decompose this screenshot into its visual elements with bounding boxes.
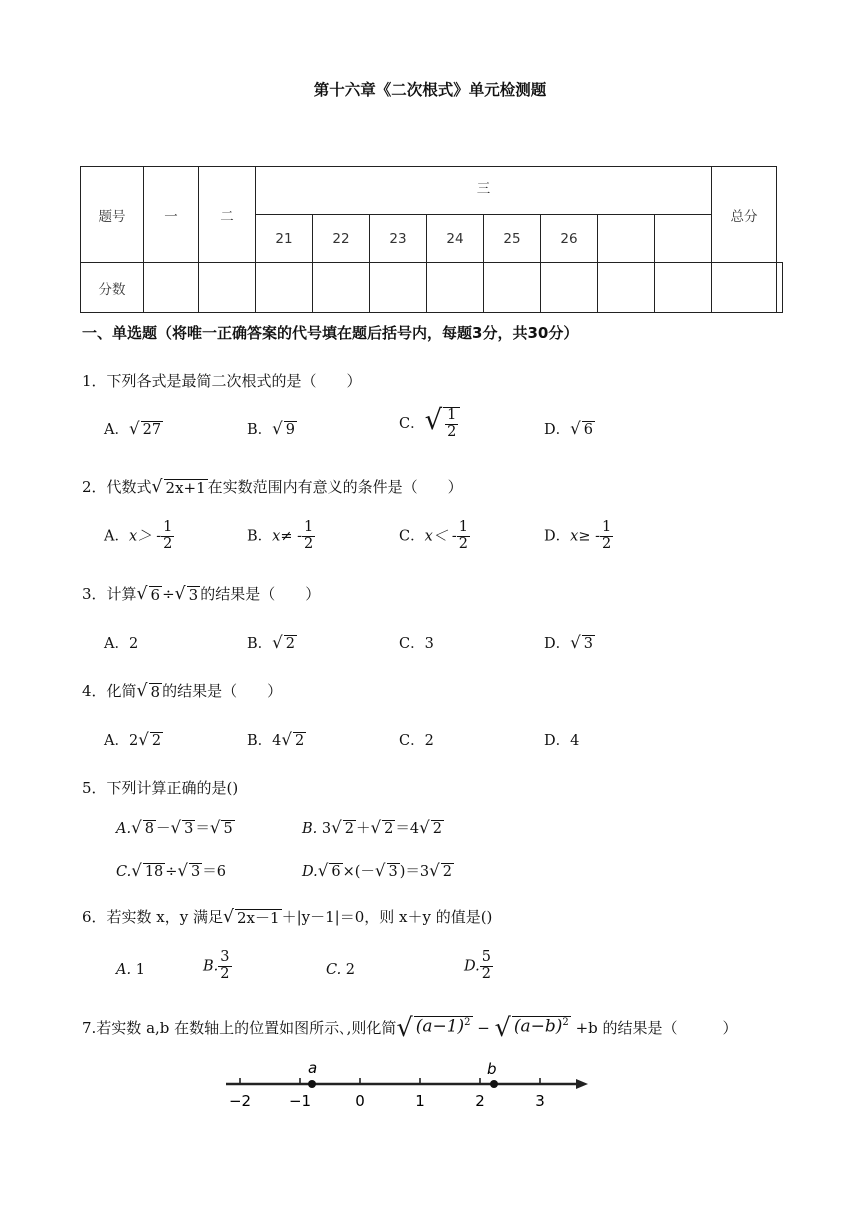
tick-label: 3 xyxy=(535,1092,545,1110)
score-cell[interactable] xyxy=(370,263,427,313)
q3-option-d[interactable]: D． √ 3 xyxy=(544,633,593,653)
q1-option-c[interactable] xyxy=(399,404,460,441)
option-letter: A． xyxy=(104,422,129,438)
col-part-3: 三 xyxy=(256,167,712,215)
radical: √ 27 xyxy=(128,419,162,439)
section-heading: 一、单选题（将唯一正确答案的代号填在题后括号内，每题3分，共30分） xyxy=(82,324,579,342)
tick-label: 0 xyxy=(355,1092,365,1110)
score-cell[interactable] xyxy=(541,263,598,313)
question-4-stem: 4．化简 √ 8 的结果是（ ） xyxy=(82,680,283,701)
q6-option-d[interactable]: D. $\frac{5}{2}$ xyxy=(464,949,491,982)
q6-option-a[interactable]: A. 1 xyxy=(116,962,145,978)
q2-option-d[interactable]: D．x≥ - $\frac{1}{2}$ xyxy=(544,519,612,552)
question-2-stem: 2．代数式 √ 2x+1 在实数范围内有意义的条件是（ ） xyxy=(82,476,463,497)
point-b-dot xyxy=(490,1080,498,1088)
page-title: 第十六章《二次根式》单元检测题 xyxy=(313,81,547,99)
q4-option-c[interactable]: C．2 xyxy=(399,733,434,749)
number-line xyxy=(222,1058,592,1114)
sub-col xyxy=(655,215,712,263)
score-table xyxy=(80,166,783,313)
tick-label: −2 xyxy=(228,1092,252,1110)
sub-col: 24 xyxy=(427,215,484,263)
fraction: $\frac{1}{2}$ xyxy=(163,519,173,552)
question-1-stem: 1．下列各式是最简二次根式的是（ ） xyxy=(82,372,362,390)
fraction: $\frac{1}{2}$ xyxy=(458,519,469,552)
q3-option-b[interactable]: B． √ 2 xyxy=(247,633,296,653)
sub-col: 22 xyxy=(313,215,370,263)
q1-option-d[interactable] xyxy=(544,418,595,439)
q1-option-b[interactable] xyxy=(247,418,297,439)
radical: √ 6 xyxy=(570,419,593,439)
sub-col: 26 xyxy=(541,215,598,263)
radical: √ $\frac{1}{2}$ xyxy=(425,407,461,441)
sub-col: 23 xyxy=(370,215,427,263)
score-cell[interactable] xyxy=(712,263,777,313)
point-a-dot xyxy=(308,1080,316,1088)
radicand: 6 xyxy=(583,422,593,439)
score-cell[interactable] xyxy=(777,263,783,313)
tick-label: 2 xyxy=(475,1092,485,1110)
score-cell[interactable] xyxy=(598,263,655,313)
q5-option-b[interactable]: B. 3 √ 2 ＋ √ 2 ＝4 √ 2 xyxy=(302,818,442,838)
row-label-score: 分数 xyxy=(81,263,144,313)
q2-option-a[interactable]: A．x＞ - $\frac{1}{2}$ xyxy=(104,519,173,552)
fraction: $\frac{1}{2}$ xyxy=(601,519,612,552)
radical: √ 2x+1 xyxy=(151,476,206,497)
q2-option-c[interactable]: C．x＜ - $\frac{1}{2}$ xyxy=(399,519,469,552)
q3-option-c[interactable]: C．3 xyxy=(399,636,434,652)
radicand: 27 xyxy=(142,422,162,439)
sub-col xyxy=(598,215,655,263)
axis-arrow xyxy=(576,1079,588,1089)
sub-col: 21 xyxy=(256,215,313,263)
q4-option-d[interactable]: D．4 xyxy=(544,733,580,749)
option-letter: D． xyxy=(544,422,571,438)
q4-option-a[interactable]: A．2 √ 2 xyxy=(104,730,162,750)
radical: √ 9 xyxy=(272,419,296,439)
question-6-stem: 6．若实数 x，y 满足 √ 2x－1 ＋|y－1|＝0，则 x＋y 的值是() xyxy=(82,906,493,927)
q6-option-b[interactable]: B. $\frac{3}{2}$ xyxy=(203,949,230,982)
fraction: $\frac{1}{2}$ xyxy=(304,519,314,552)
q5-option-c[interactable]: C. √ 18 ÷ √ 3 ＝6 xyxy=(116,861,227,881)
q5-option-a[interactable]: A. √ 8 － √ 3 ＝ √ 5 xyxy=(116,818,233,838)
score-cell[interactable] xyxy=(199,263,256,313)
score-cell[interactable] xyxy=(655,263,712,313)
row-label-question-number: 题号 xyxy=(81,167,144,263)
tick-label: −1 xyxy=(288,1092,312,1110)
col-total: 总分 xyxy=(712,167,777,263)
sub-col: 25 xyxy=(484,215,541,263)
col-part-2: 二 xyxy=(199,167,256,263)
q3-option-a[interactable]: A．2 xyxy=(104,636,139,652)
score-cell[interactable] xyxy=(484,263,541,313)
score-cell[interactable] xyxy=(313,263,370,313)
col-part-1: 一 xyxy=(144,167,199,263)
point-a-label: a xyxy=(308,1059,318,1077)
option-letter: C． xyxy=(399,415,425,432)
score-cell[interactable] xyxy=(427,263,484,313)
fraction: $\frac{1}{2}$ xyxy=(447,407,457,440)
q5-option-d[interactable]: D. √ 6 ×(－ √ 3 )＝3 √ 2 xyxy=(302,861,452,881)
q1-option-a[interactable] xyxy=(104,418,163,439)
q2-option-b[interactable]: B．x≠ - $\frac{1}{2}$ xyxy=(247,519,314,552)
q6-option-c[interactable]: C. 2 xyxy=(326,962,356,978)
option-letter: B． xyxy=(247,422,273,438)
score-cell[interactable] xyxy=(144,263,199,313)
radicand: 9 xyxy=(285,422,296,439)
point-b-label: b xyxy=(487,1060,497,1078)
q4-option-b[interactable]: B．4 √ 2 xyxy=(247,730,305,750)
score-cell[interactable] xyxy=(256,263,313,313)
question-3-stem: 3．计算 √ 6 ÷ √ 3 的结果是（ ） xyxy=(82,583,321,604)
tick-label: 1 xyxy=(415,1092,425,1110)
question-5-stem: 5．下列计算正确的是() xyxy=(82,779,239,797)
question-7-stem: 7.若实数 a,b 在数轴上的位置如图所示､,则化简 √ $(a-1)^2$ − √ $(a-b)^2$ +b 的结果是（ ） xyxy=(82,1013,738,1043)
